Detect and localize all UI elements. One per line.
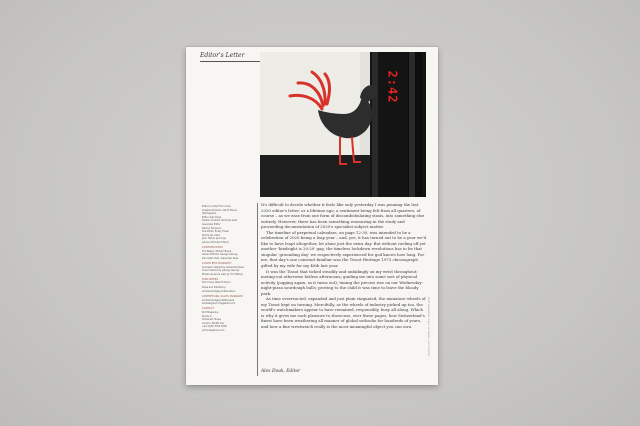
credit-line: Sunbeam (Styled by Alexander Rose <box>202 265 244 269</box>
credit-line: andrew@port-magazine.com <box>202 302 236 306</box>
credit-line: Andrew Dodgley Pettengrell <box>202 298 235 302</box>
credit-heading: PUBLISHERS <box>202 277 219 281</box>
masthead-credits <box>202 205 256 334</box>
credit-line: Tom Cross, Mark Holburn <box>202 281 231 285</box>
credit-line: Model Laurence Lab) by Tim Bishop <box>202 272 243 276</box>
body-paragraph: It's difficult to decide whether it feels like only yesterday I was penning the last 2020 editor's letter, or a lifetime ago; a sentiment being felt from all quarters, of course – as we ease from one form of discombobulating stasis, into something else entirely. However, there has been something reassuring in the study and proceeding documentation of 2020's specialist subject matter. <box>261 202 425 230</box>
credit-line: Somerset House <box>202 318 221 322</box>
credit-heading: ADVERTISING SALES MANAGER <box>202 295 243 299</box>
credit-heading: COVER PHOTOGRAPHY <box>202 261 232 265</box>
credit-line: John Harris, Jennings <box>202 237 226 241</box>
editor-signature: Alex Doak, Editor <box>261 369 301 374</box>
credits-group-publishers <box>202 278 256 285</box>
credit-line: Cover feature by George Garvey <box>202 269 240 273</box>
credit-line: London, WC2R 1LA <box>202 321 224 325</box>
credit-line: Sub-Editor Kristy Fraser <box>202 230 230 234</box>
rooster-clock-photo <box>260 52 426 197</box>
credit-line: Adrian Edsholt, George Garvey, <box>202 253 239 257</box>
credit-line: Studio 2, <box>202 314 213 318</box>
credits-group-advertising <box>202 295 256 306</box>
credit-line: Editor Alex Doak <box>202 215 222 219</box>
credit-line: (Pentagram) <box>202 212 217 216</box>
editors-letter-body <box>261 202 427 330</box>
credit-line: Associate Editor <box>202 222 221 226</box>
margin-note: PORT MAGAZINE ISSUE 28 WATCH SUPPLEMENT <box>427 297 429 357</box>
credit-line: Dan Koski Vlad, Alexander Rose <box>202 256 239 260</box>
credit-line: Port Magazine <box>202 311 219 315</box>
credit-line: Words Jan Chee <box>202 233 220 237</box>
credits-group-contact <box>202 307 256 332</box>
credits-group-editorial <box>202 205 256 245</box>
column-divider <box>257 203 258 376</box>
credit-line: Tim Bailey, William Brace, <box>202 249 232 253</box>
credit-heading: CONTACT <box>202 307 215 311</box>
credit-line: Nadine Ferguson <box>202 226 222 230</box>
credit-heading: CONTRIBUTORS <box>202 246 223 250</box>
body-paragraph: As time overreacted, expanded and just plain stagnated, the miniature wheels of my Tissot kept on turning. Mercifully, as the wheels of industry picked up too, the world's watchmakers appear to have remained, responsibly, busy all along. Which is why it gives me such pleasure to showcase, over these pages, how Switzerland's finest have been weathering all manner of global setbacks for hundreds of years, and how a fine wristwatch really is the most meaningful object you can own. <box>261 296 426 330</box>
body-paragraph: It was the Tissot that ticked steadily and unfailingly on my wrist throughout; meting-out otherwise listless afternoons; guiding me into some sort of physical activity (jogging again, as it turns out); timing the precise rise on our Wednesday-night-pizza sourdough balls; proving to the child it was time to leave the bloody park. <box>261 268 423 296</box>
credits-group-contributors <box>202 246 256 260</box>
credit-line: +44 (0)20 3764 4000 <box>202 325 227 329</box>
section-title: Editor's Letter <box>200 52 245 59</box>
credit-line: Lauren McCulloch-Nicol <box>202 240 229 244</box>
magazine-page <box>186 47 438 385</box>
clock-display: 2:42 <box>385 70 400 104</box>
credit-line: Editor-in-Chief Tom Cross <box>202 205 231 208</box>
body-paragraph: The timeline of perpetual calendars, on page 12-30, was intended to be a celebration of 2020 being a leap year – and, yes, it has turned out to be a year we'd like to have leapt altogether, let alone just the extra day. But without reeling off yet another 'hindsight is 20:20' gag, the timeless lockdown revolutions has to be that singular 'grounding day' we respectively experienced for god knows how long. For me, that day's one constant familiar was the Tissot Heritage 1973 chronograph gifted by my wife for my 40th last year. <box>261 229 427 269</box>
credits-group-press <box>202 286 256 293</box>
credits-group-cover <box>202 262 256 276</box>
credit-line: Press and Publishing <box>202 286 226 290</box>
credit-line: Fashion Director Nicholas Gold <box>202 219 238 223</box>
credit-line: port-magazine.com <box>202 329 225 332</box>
credit-line: Andrew Dodgley Publications <box>202 290 236 294</box>
credit-line: Creative Director Astrid Stavro <box>202 208 238 212</box>
